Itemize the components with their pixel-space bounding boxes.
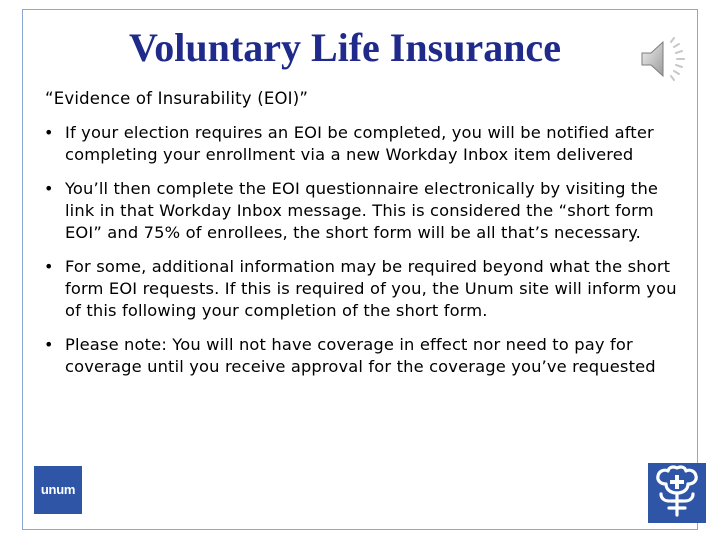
bullet-text: Please note: You will not have coverage in effect nor need to pay for coverage until you receive approval for the coverage you’ve requested (65, 335, 656, 376)
unum-logo-text: unum (40, 482, 76, 497)
bullet-marker: • (44, 257, 54, 276)
bullet-item (44, 122, 686, 166)
slide-title: Voluntary Life Insurance (129, 25, 561, 70)
section-subheading: “Evidence of Insurability (EOI)” (45, 89, 309, 108)
bullet-item (44, 256, 686, 322)
bullet-marker: • (44, 123, 54, 142)
bullet-text: You’ll then complete the EOI questionnaire electronically by visiting the link in that Workday Inbox message. This is considered the “short form EOI” and 75% of enrollees, the short form will be all that’s necessary. (65, 179, 659, 242)
tree-icon (648, 463, 706, 523)
bullet-item (44, 334, 686, 378)
speaker-icon[interactable] (638, 34, 692, 84)
bullet-text: For some, additional information may be required beyond what the short form EOI requests. If this is required of you, the Unum site will inform you of this following your completion of the short form. (65, 257, 677, 320)
bullet-marker: • (44, 335, 54, 354)
unum-logo (34, 466, 82, 514)
bullet-text: If your election requires an EOI be completed, you will be notified after completing your enrollment via a new Workday Inbox item delivered (65, 123, 654, 164)
bullet-marker: • (44, 179, 54, 198)
bullet-list (44, 122, 686, 390)
bullet-item (44, 178, 686, 244)
